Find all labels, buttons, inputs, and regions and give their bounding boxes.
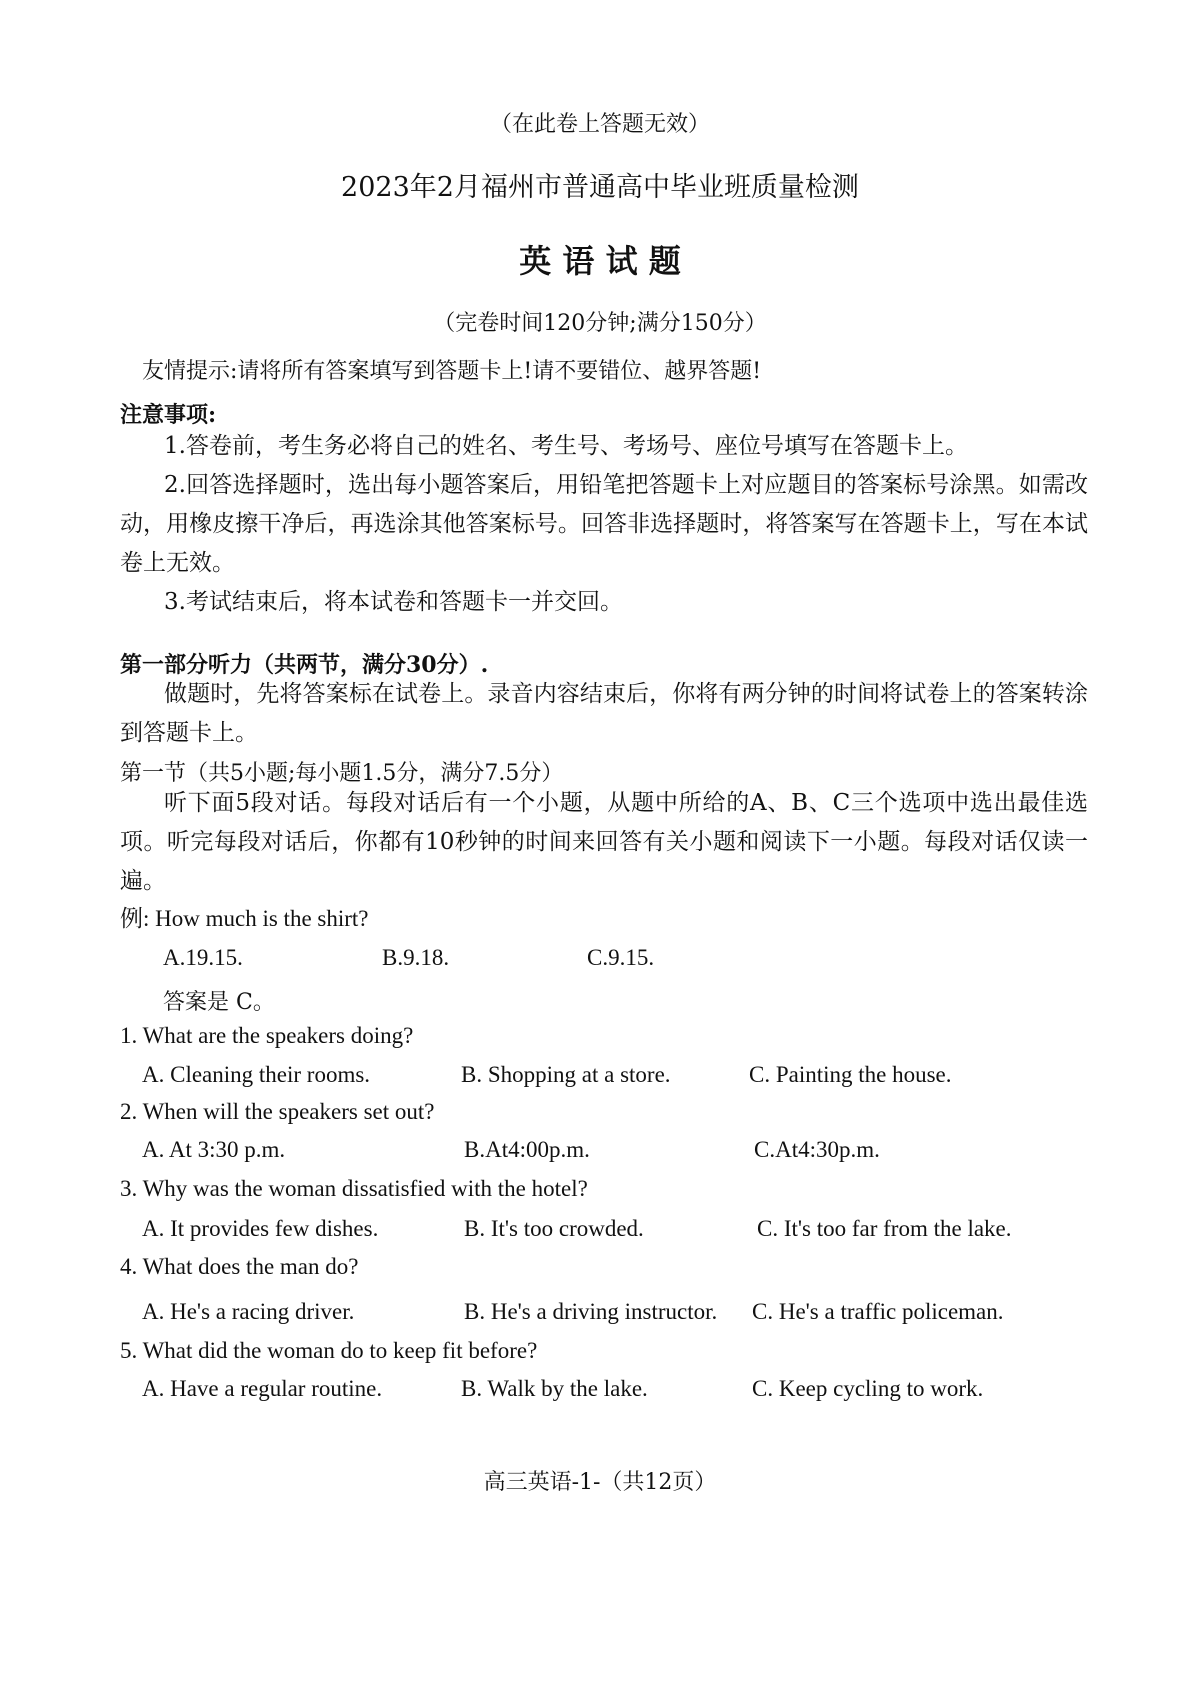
question-3-option-a: A. It provides few dishes. [142,1216,379,1241]
question-1-option-c: C. Painting the house. [749,1062,952,1087]
question-4-option-a: A. He's a racing driver. [142,1299,355,1324]
part1-intro [120,675,1088,753]
question-1: 1. What are the speakers doing? [120,1023,414,1048]
question-1-option-b: B. Shopping at a store. [461,1062,671,1087]
question-3: 3. Why was the woman dissatisfied with the hotel? [120,1176,588,1201]
question-5-option-a: A. Have a regular routine. [142,1376,383,1401]
question-4-option-c: C. He's a traffic policeman. [752,1299,1004,1324]
question-3-option-b: B. It's too crowded. [464,1216,644,1241]
question-5-option-b: B. Walk by the lake. [461,1376,648,1401]
question-2-option-b: B.At4:00p.m. [464,1137,590,1162]
time-info: （完卷时间120分钟;满分150分） [433,311,767,336]
question-5: 5. What did the woman do to keep fit before? [120,1338,538,1363]
friendly-tip: 友情提示:请将所有答案填写到答题卡上!请不要错位、越界答题! [142,359,762,384]
part1-title: 第一部分听力（共两节，满分30分）. [120,652,489,678]
question-1-option-a: A. Cleaning their rooms. [142,1062,371,1087]
instruction-item: 3.考试结束后，将本试卷和答题卡一并交回。 [164,589,623,615]
example-option-b: B.9.18. [382,945,450,970]
section1-title: 第一节（共5小题;每小题1.5分，满分7.5分） [120,761,564,786]
instruction-item: 2.回答选择题时，选出每小题答案后，用铅笔把答题卡上对应题目的答案标号涂黑。如需改动，用橡皮擦干净后，再选涂其他答案标号。回答非选择题时，将答案写在答题卡上，写在本试卷上无效。 [120,472,1088,576]
question-5-option-c: C. Keep cycling to work. [752,1376,984,1401]
example-question: 例: How much is the shirt? [120,906,369,931]
question-2-option-c: C.At4:30p.m. [754,1137,880,1162]
example-answer: 答案是 C。 [163,990,275,1015]
instruction-item: 1.答卷前，考生务必将自己的姓名、考生号、考场号、座位号填写在答题卡上。 [164,433,968,459]
question-4-option-b: B. He's a driving instructor. [464,1299,718,1324]
question-4: 4. What does the man do? [120,1254,359,1279]
exam-title: 2023年2月福州市普通高中毕业班质量检测 [341,172,859,203]
page-footer: 高三英语-1-（共12页） [483,1470,717,1495]
example-option-a: A.19.15. [163,945,243,970]
subject-title: 英 语 试 题 [519,242,681,280]
example-option-c: C.9.15. [587,945,655,970]
section1-intro [120,784,1088,901]
section1-intro-text: 听下面5段对话。每段对话后有一个小题，从题中所给的A、B、C三个选项中选出最佳选项。听完每段对话后，你都有10秒钟的时间来回答有关小题和阅读下一小题。每段对话仅读一遍。 [120,790,1088,894]
part1-intro-text: 做题时，先将答案标在试卷上。录音内容结束后，你将有两分钟的时间将试卷上的答案转涂到答题卡上。 [120,681,1088,746]
question-3-option-c: C. It's too far from the lake. [757,1216,1012,1241]
instructions-title: 注意事项: [120,402,217,428]
question-2-option-a: A. At 3:30 p.m. [142,1137,286,1162]
invalid-answer-notice: （在此卷上答题无效） [489,112,710,137]
instructions-list [120,427,1088,622]
question-2: 2. When will the speakers set out? [120,1099,435,1124]
